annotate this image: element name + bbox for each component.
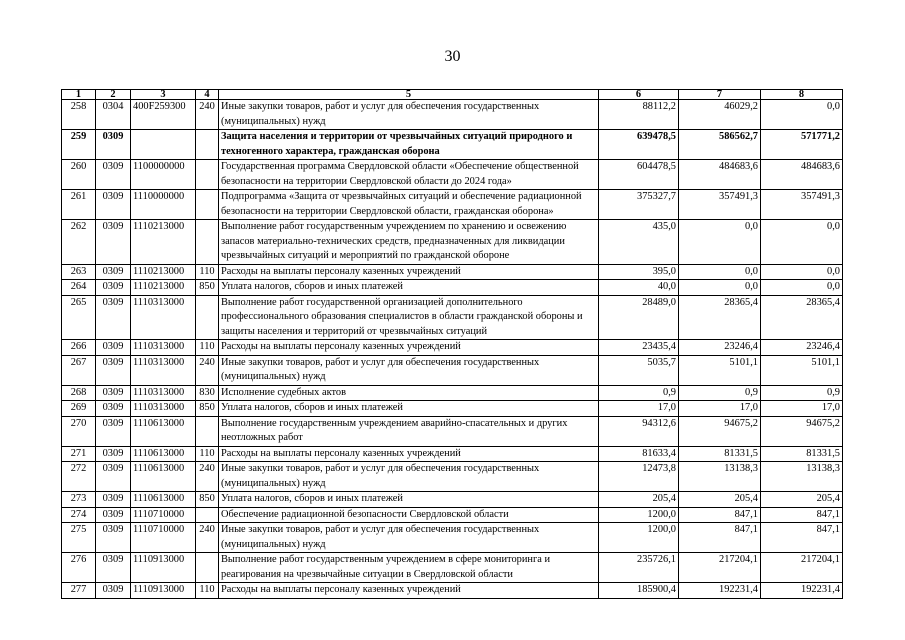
amount-col7-cell: 192231,4 (679, 583, 761, 599)
section-code-cell: 0309 (96, 264, 131, 280)
expense-type-cell: 110 (196, 583, 219, 599)
row-number-cell: 260 (62, 160, 96, 190)
target-code-cell: 1110710000 (131, 507, 196, 523)
amount-col7-cell: 847,1 (679, 507, 761, 523)
section-code-cell: 0309 (96, 553, 131, 583)
expense-type-cell (196, 190, 219, 220)
amount-col6-cell: 94312,6 (599, 416, 679, 446)
amount-col7-cell: 484683,6 (679, 160, 761, 190)
amount-col8-cell: 17,0 (761, 401, 843, 417)
expense-type-cell: 240 (196, 462, 219, 492)
amount-col7-cell: 17,0 (679, 401, 761, 417)
target-code-cell: 1110613000 (131, 492, 196, 508)
section-code-cell: 0309 (96, 280, 131, 296)
row-number-cell: 271 (62, 446, 96, 462)
target-code-cell: 1110313000 (131, 295, 196, 340)
amount-col8-cell: 0,0 (761, 264, 843, 280)
section-code-cell: 0309 (96, 416, 131, 446)
header-row (62, 90, 843, 100)
row-number-cell: 261 (62, 190, 96, 220)
row-number-cell: 268 (62, 385, 96, 401)
target-code-cell: 1110710000 (131, 523, 196, 553)
section-code-cell: 0309 (96, 160, 131, 190)
amount-col8-cell: 484683,6 (761, 160, 843, 190)
target-code-cell (131, 130, 196, 160)
amount-col7-cell: 205,4 (679, 492, 761, 508)
header-cell: 1 (62, 90, 96, 100)
description-cell: Обеспечение радиационной безопасности Свердловской области (219, 507, 599, 523)
amount-col6-cell: 375327,7 (599, 190, 679, 220)
description-cell: Государственная программа Свердловской области «Обеспечение общественной безопасности на территории Свердловской области до 2024 года» (219, 160, 599, 190)
amount-col8-cell: 13138,3 (761, 462, 843, 492)
description-cell: Расходы на выплаты персоналу казенных учреждений (219, 340, 599, 356)
description-cell: Иные закупки товаров, работ и услуг для обеспечения государственных (муниципальных) нужд (219, 100, 599, 130)
table-row (62, 462, 843, 492)
amount-col7-cell: 81331,5 (679, 446, 761, 462)
row-number-cell: 265 (62, 295, 96, 340)
description-cell: Выполнение работ государственным учреждением по хранению и освежению запасов материально-технических средств, предназначенных для ликвидации чрезвычайных ситуаций и мероприятий по гражданской обороне (219, 220, 599, 265)
target-code-cell: 1110213000 (131, 280, 196, 296)
expense-type-cell (196, 416, 219, 446)
table-row (62, 355, 843, 385)
description-cell: Подпрограмма «Защита от чрезвычайных ситуаций и обеспечение радиационной безопасности на территории Свердловской области, гражданская оборона» (219, 190, 599, 220)
expense-type-cell: 850 (196, 401, 219, 417)
row-number-cell: 274 (62, 507, 96, 523)
section-code-cell: 0309 (96, 507, 131, 523)
amount-col6-cell: 1200,0 (599, 523, 679, 553)
table-row (62, 553, 843, 583)
header-cell: 2 (96, 90, 131, 100)
target-code-cell: 1100000000 (131, 160, 196, 190)
amount-col7-cell: 0,0 (679, 264, 761, 280)
row-number-cell: 270 (62, 416, 96, 446)
amount-col8-cell: 0,0 (761, 100, 843, 130)
description-cell: Исполнение судебных актов (219, 385, 599, 401)
section-code-cell: 0309 (96, 190, 131, 220)
amount-col6-cell: 40,0 (599, 280, 679, 296)
section-code-cell: 0309 (96, 295, 131, 340)
amount-col6-cell: 28489,0 (599, 295, 679, 340)
amount-col6-cell: 205,4 (599, 492, 679, 508)
table-row (62, 507, 843, 523)
budget-table (61, 89, 843, 599)
target-code-cell: 1110913000 (131, 553, 196, 583)
expense-type-cell: 240 (196, 355, 219, 385)
section-code-cell: 0309 (96, 220, 131, 265)
header-cell: 5 (219, 90, 599, 100)
expense-type-cell (196, 553, 219, 583)
target-code-cell: 1110313000 (131, 355, 196, 385)
table-row (62, 264, 843, 280)
section-code-cell: 0309 (96, 583, 131, 599)
target-code-cell: 1110613000 (131, 446, 196, 462)
header-cell: 8 (761, 90, 843, 100)
header-cell: 3 (131, 90, 196, 100)
description-cell: Выполнение работ государственным учреждением в сфере мониторинга и реагирования на чрезвычайные ситуации в Свердловской области (219, 553, 599, 583)
section-code-cell: 0309 (96, 355, 131, 385)
row-number-cell: 277 (62, 583, 96, 599)
description-cell: Расходы на выплаты персоналу казенных учреждений (219, 583, 599, 599)
target-code-cell: 1110313000 (131, 385, 196, 401)
amount-col8-cell: 357491,3 (761, 190, 843, 220)
amount-col7-cell: 357491,3 (679, 190, 761, 220)
target-code-cell: 1110313000 (131, 401, 196, 417)
table-row (62, 220, 843, 265)
target-code-cell: 1110913000 (131, 583, 196, 599)
amount-col6-cell: 81633,4 (599, 446, 679, 462)
target-code-cell: 400F259300 (131, 100, 196, 130)
row-number-cell: 258 (62, 100, 96, 130)
section-code-cell: 0309 (96, 401, 131, 417)
expense-type-cell (196, 507, 219, 523)
table-row (62, 340, 843, 356)
amount-col6-cell: 185900,4 (599, 583, 679, 599)
description-cell: Уплата налогов, сборов и иных платежей (219, 280, 599, 296)
description-cell: Иные закупки товаров, работ и услуг для обеспечения государственных (муниципальных) нужд (219, 462, 599, 492)
amount-col8-cell: 847,1 (761, 507, 843, 523)
section-code-cell: 0309 (96, 385, 131, 401)
expense-type-cell: 110 (196, 264, 219, 280)
target-code-cell: 1110313000 (131, 340, 196, 356)
amount-col7-cell: 5101,1 (679, 355, 761, 385)
amount-col8-cell: 0,0 (761, 220, 843, 265)
description-cell: Расходы на выплаты персоналу казенных учреждений (219, 264, 599, 280)
table-row (62, 295, 843, 340)
amount-col8-cell: 81331,5 (761, 446, 843, 462)
expense-type-cell: 110 (196, 446, 219, 462)
amount-col7-cell: 0,0 (679, 220, 761, 265)
table-row (62, 160, 843, 190)
amount-col7-cell: 23246,4 (679, 340, 761, 356)
section-code-cell: 0309 (96, 340, 131, 356)
amount-col8-cell: 23246,4 (761, 340, 843, 356)
amount-col8-cell: 192231,4 (761, 583, 843, 599)
section-code-cell: 0309 (96, 523, 131, 553)
expense-type-cell (196, 130, 219, 160)
expense-type-cell: 240 (196, 100, 219, 130)
amount-col8-cell: 94675,2 (761, 416, 843, 446)
expense-type-cell: 850 (196, 280, 219, 296)
amount-col6-cell: 23435,4 (599, 340, 679, 356)
description-cell: Расходы на выплаты персоналу казенных учреждений (219, 446, 599, 462)
amount-col8-cell: 847,1 (761, 523, 843, 553)
amount-col7-cell: 13138,3 (679, 462, 761, 492)
target-code-cell: 1110213000 (131, 220, 196, 265)
description-cell: Иные закупки товаров, работ и услуг для обеспечения государственных (муниципальных) нужд (219, 523, 599, 553)
amount-col7-cell: 28365,4 (679, 295, 761, 340)
row-number-cell: 263 (62, 264, 96, 280)
description-cell: Защита населения и территории от чрезвычайных ситуаций природного и техногенного характера, гражданская оборона (219, 130, 599, 160)
description-cell: Уплата налогов, сборов и иных платежей (219, 492, 599, 508)
row-number-cell: 259 (62, 130, 96, 160)
table-row (62, 100, 843, 130)
description-cell: Выполнение работ государственной организацией дополнительного профессионального образования специалистов в области гражданской обороны и защиты населения и территорий от чрезвычайных ситуаций (219, 295, 599, 340)
amount-col7-cell: 217204,1 (679, 553, 761, 583)
table-row (62, 446, 843, 462)
amount-col6-cell: 395,0 (599, 264, 679, 280)
amount-col6-cell: 435,0 (599, 220, 679, 265)
row-number-cell: 269 (62, 401, 96, 417)
amount-col6-cell: 5035,7 (599, 355, 679, 385)
row-number-cell: 262 (62, 220, 96, 265)
amount-col6-cell: 0,9 (599, 385, 679, 401)
amount-col8-cell: 217204,1 (761, 553, 843, 583)
row-number-cell: 272 (62, 462, 96, 492)
section-code-cell: 0309 (96, 130, 131, 160)
table-row (62, 583, 843, 599)
amount-col8-cell: 5101,1 (761, 355, 843, 385)
table-row (62, 280, 843, 296)
section-code-cell: 0309 (96, 462, 131, 492)
row-number-cell: 266 (62, 340, 96, 356)
amount-col6-cell: 17,0 (599, 401, 679, 417)
amount-col6-cell: 1200,0 (599, 507, 679, 523)
table-row (62, 130, 843, 160)
row-number-cell: 267 (62, 355, 96, 385)
target-code-cell: 1110000000 (131, 190, 196, 220)
table-row (62, 385, 843, 401)
amount-col7-cell: 94675,2 (679, 416, 761, 446)
description-cell: Выполнение государственным учреждением аварийно-спасательных и других неотложных работ (219, 416, 599, 446)
description-cell: Иные закупки товаров, работ и услуг для обеспечения государственных (муниципальных) нужд (219, 355, 599, 385)
description-cell: Уплата налогов, сборов и иных платежей (219, 401, 599, 417)
amount-col6-cell: 235726,1 (599, 553, 679, 583)
row-number-cell: 276 (62, 553, 96, 583)
amount-col6-cell: 88112,2 (599, 100, 679, 130)
target-code-cell: 1110613000 (131, 462, 196, 492)
section-code-cell: 0304 (96, 100, 131, 130)
header-cell: 6 (599, 90, 679, 100)
amount-col8-cell: 0,9 (761, 385, 843, 401)
table-row (62, 416, 843, 446)
amount-col7-cell: 847,1 (679, 523, 761, 553)
target-code-cell: 1110613000 (131, 416, 196, 446)
target-code-cell: 1110213000 (131, 264, 196, 280)
section-code-cell: 0309 (96, 446, 131, 462)
amount-col8-cell: 571771,2 (761, 130, 843, 160)
amount-col6-cell: 639478,5 (599, 130, 679, 160)
amount-col7-cell: 46029,2 (679, 100, 761, 130)
table-row (62, 492, 843, 508)
amount-col7-cell: 0,0 (679, 280, 761, 296)
header-cell: 7 (679, 90, 761, 100)
amount-col6-cell: 604478,5 (599, 160, 679, 190)
amount-col8-cell: 28365,4 (761, 295, 843, 340)
row-number-cell: 273 (62, 492, 96, 508)
amount-col7-cell: 0,9 (679, 385, 761, 401)
table-row (62, 190, 843, 220)
expense-type-cell: 850 (196, 492, 219, 508)
table-row (62, 401, 843, 417)
expense-type-cell: 240 (196, 523, 219, 553)
amount-col8-cell: 0,0 (761, 280, 843, 296)
section-code-cell: 0309 (96, 492, 131, 508)
row-number-cell: 264 (62, 280, 96, 296)
page-number: 30 (444, 48, 461, 65)
expense-type-cell (196, 160, 219, 190)
amount-col7-cell: 586562,7 (679, 130, 761, 160)
table-row (62, 523, 843, 553)
expense-type-cell (196, 295, 219, 340)
amount-col8-cell: 205,4 (761, 492, 843, 508)
expense-type-cell: 110 (196, 340, 219, 356)
expense-type-cell: 830 (196, 385, 219, 401)
amount-col6-cell: 12473,8 (599, 462, 679, 492)
header-cell: 4 (196, 90, 219, 100)
row-number-cell: 275 (62, 523, 96, 553)
expense-type-cell (196, 220, 219, 265)
